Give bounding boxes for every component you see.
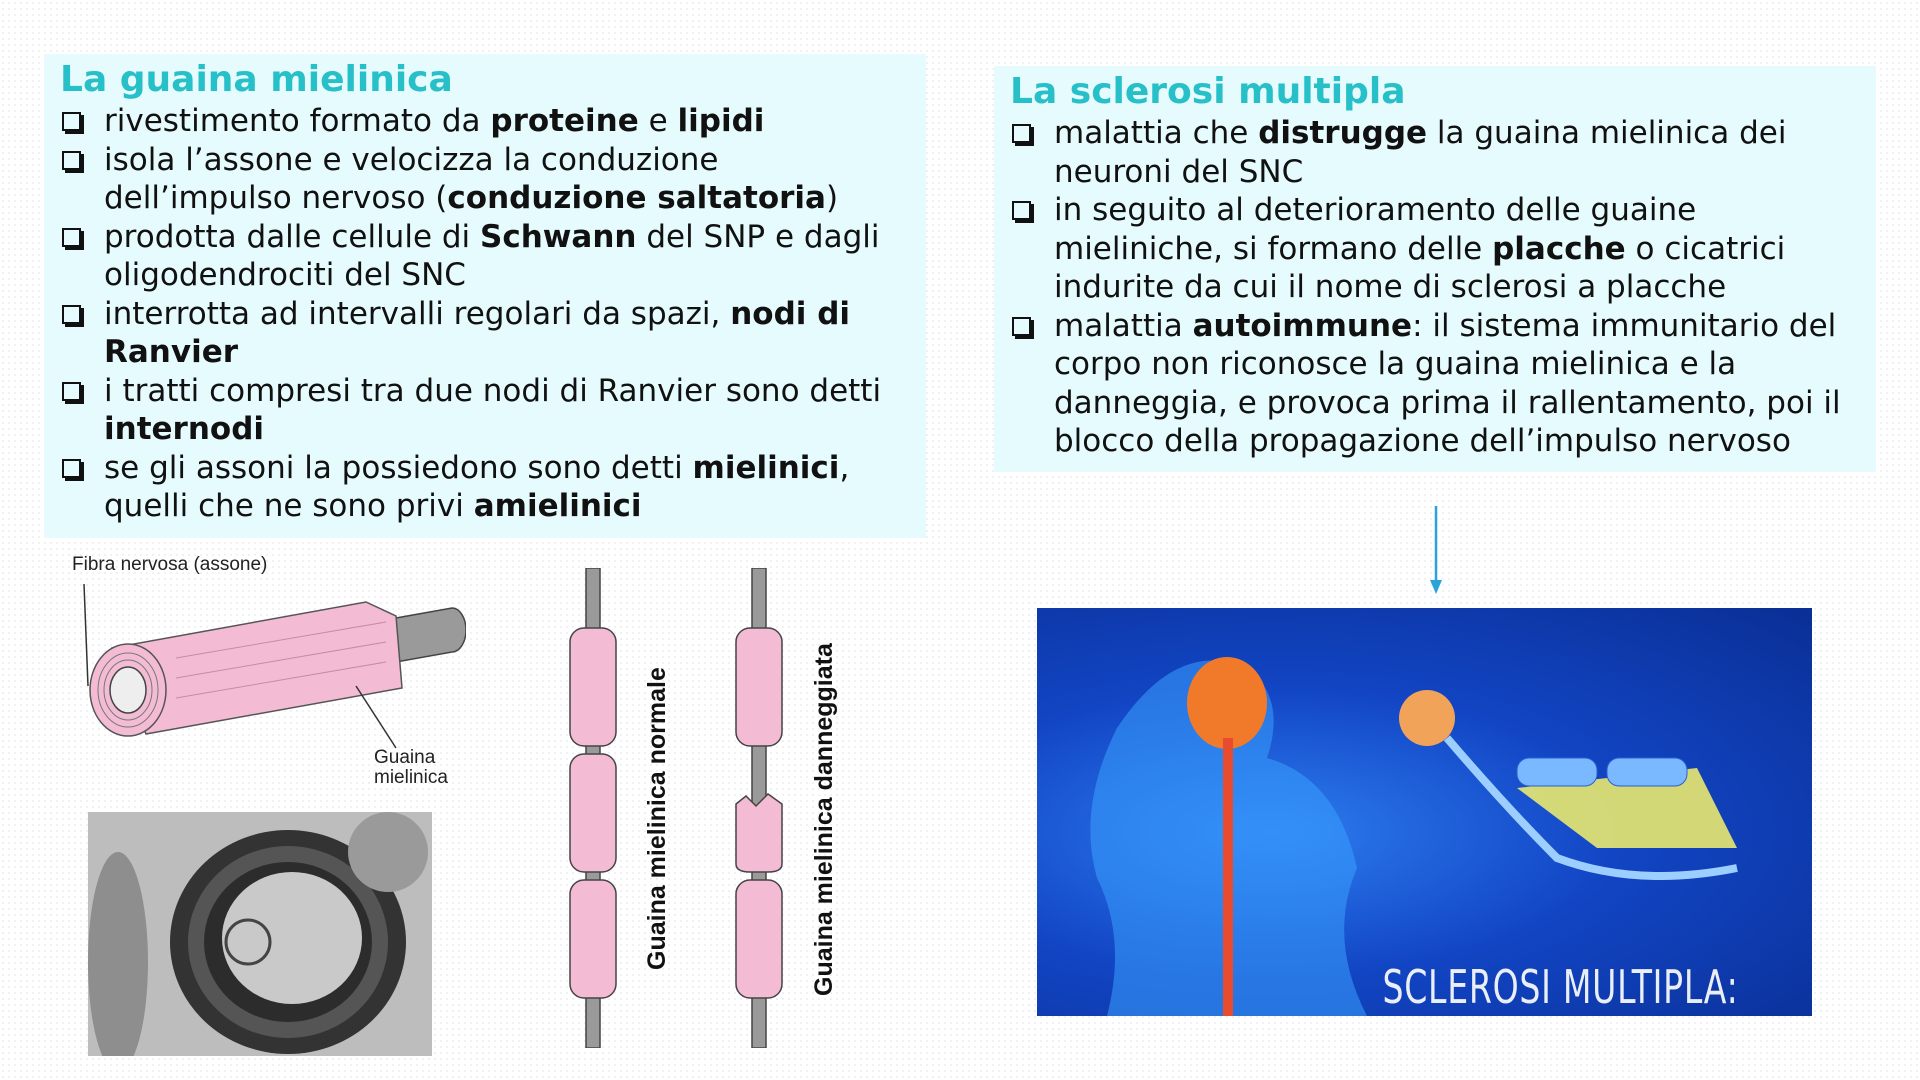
ms-caption: SCLEROSI MULTIPLA: xyxy=(1381,960,1738,1014)
text-segment: i tratti compresi tra due nodi di Ranvier sono detti xyxy=(104,372,882,409)
bold-term: lipidi xyxy=(677,103,765,139)
electron-micrograph xyxy=(88,812,432,1056)
multiple-sclerosis-panel xyxy=(994,66,1876,472)
myelin-bullet-item xyxy=(60,449,910,526)
checkbox-bullet-icon xyxy=(62,151,81,170)
ms-bullet-item xyxy=(1010,114,1860,191)
myelin-bullet-item xyxy=(60,218,910,295)
myelin-bullet-item xyxy=(60,372,910,449)
fiber-label: Fibra nervosa (assone) xyxy=(72,554,268,575)
bold-term: distrugge xyxy=(1258,115,1428,151)
text-segment: interrotta ad intervalli regolari da spazi, xyxy=(104,295,731,332)
myelin-bullet-item xyxy=(60,102,910,141)
bold-term: nodi di Ranvier xyxy=(104,295,851,370)
bold-term: autoimmune xyxy=(1192,307,1413,344)
bold-term: conduzione saltatoria xyxy=(447,180,826,216)
ms-title: La sclerosi multipla xyxy=(1010,71,1406,112)
text-segment: ) xyxy=(825,180,839,216)
text-segment: , quelli che ne sono privi xyxy=(104,449,850,524)
checkbox-bullet-icon xyxy=(62,459,81,478)
myelin-label: Guaina mielinica xyxy=(374,747,448,788)
myelin-bullet-item xyxy=(60,295,910,372)
normal-sheath-diagram xyxy=(568,568,618,1048)
damaged-sheath-label: Guaina mielinica danneggiata xyxy=(810,643,838,996)
bold-term: mielinici xyxy=(692,449,840,486)
myelin-sheath-panel xyxy=(44,54,926,538)
text-segment: malattia xyxy=(1054,307,1193,344)
ms-bullet-list xyxy=(1010,114,1860,461)
checkbox-bullet-icon xyxy=(1012,201,1031,220)
normal-sheath-label: Guaina mielinica normale xyxy=(643,667,671,970)
checkbox-bullet-icon xyxy=(62,228,81,247)
checkbox-bullet-icon xyxy=(62,382,81,401)
down-arrow-icon xyxy=(1424,506,1448,596)
checkbox-bullet-icon xyxy=(62,112,81,131)
bold-term: proteine xyxy=(490,103,639,139)
myelin-title: La guaina mielinica xyxy=(60,59,453,100)
bold-term: amielinici xyxy=(473,488,642,524)
checkbox-bullet-icon xyxy=(1012,317,1031,336)
bold-term: Schwann xyxy=(480,218,637,255)
text-segment: in seguito al deterioramento delle guaine mieliniche, si formano delle xyxy=(1054,192,1697,267)
damaged-sheath-diagram xyxy=(734,568,784,1048)
text-segment: isola l’assone e velocizza la conduzione dell’impulso nervoso ( xyxy=(104,141,719,216)
text-segment: se gli assoni la possiedono sono detti xyxy=(104,449,693,486)
myelin-bullet-item xyxy=(60,141,910,218)
text-segment: o cicatrici indurite da cui il nome di sclerosi a placche xyxy=(1054,230,1786,305)
myelin-bullet-list xyxy=(60,102,910,526)
bold-term: internodi xyxy=(104,411,265,447)
text-segment: malattia che xyxy=(1054,115,1259,151)
text-segment: la guaina mielinica dei neuroni del SNC xyxy=(1054,115,1787,190)
text-segment: rivestimento formato da xyxy=(104,103,491,139)
ms-bullet-item xyxy=(1010,307,1860,461)
checkbox-bullet-icon xyxy=(62,305,81,324)
checkbox-bullet-icon xyxy=(1012,124,1031,143)
ms-bullet-item xyxy=(1010,191,1860,307)
text-segment: del SNP e dagli oligodendrociti del SNC xyxy=(104,218,880,293)
multiple-sclerosis-image xyxy=(1037,608,1812,1016)
bold-term: placche xyxy=(1492,230,1626,267)
text-segment: prodotta dalle cellule di xyxy=(104,218,481,255)
text-segment: : il sistema immunitario del corpo non riconosce la guaina mielinica e la danneggia, e provoca prima il rallentamento, poi il blocco della propagazione dell’impulso nervoso xyxy=(1054,307,1841,459)
text-segment: e xyxy=(638,103,678,139)
